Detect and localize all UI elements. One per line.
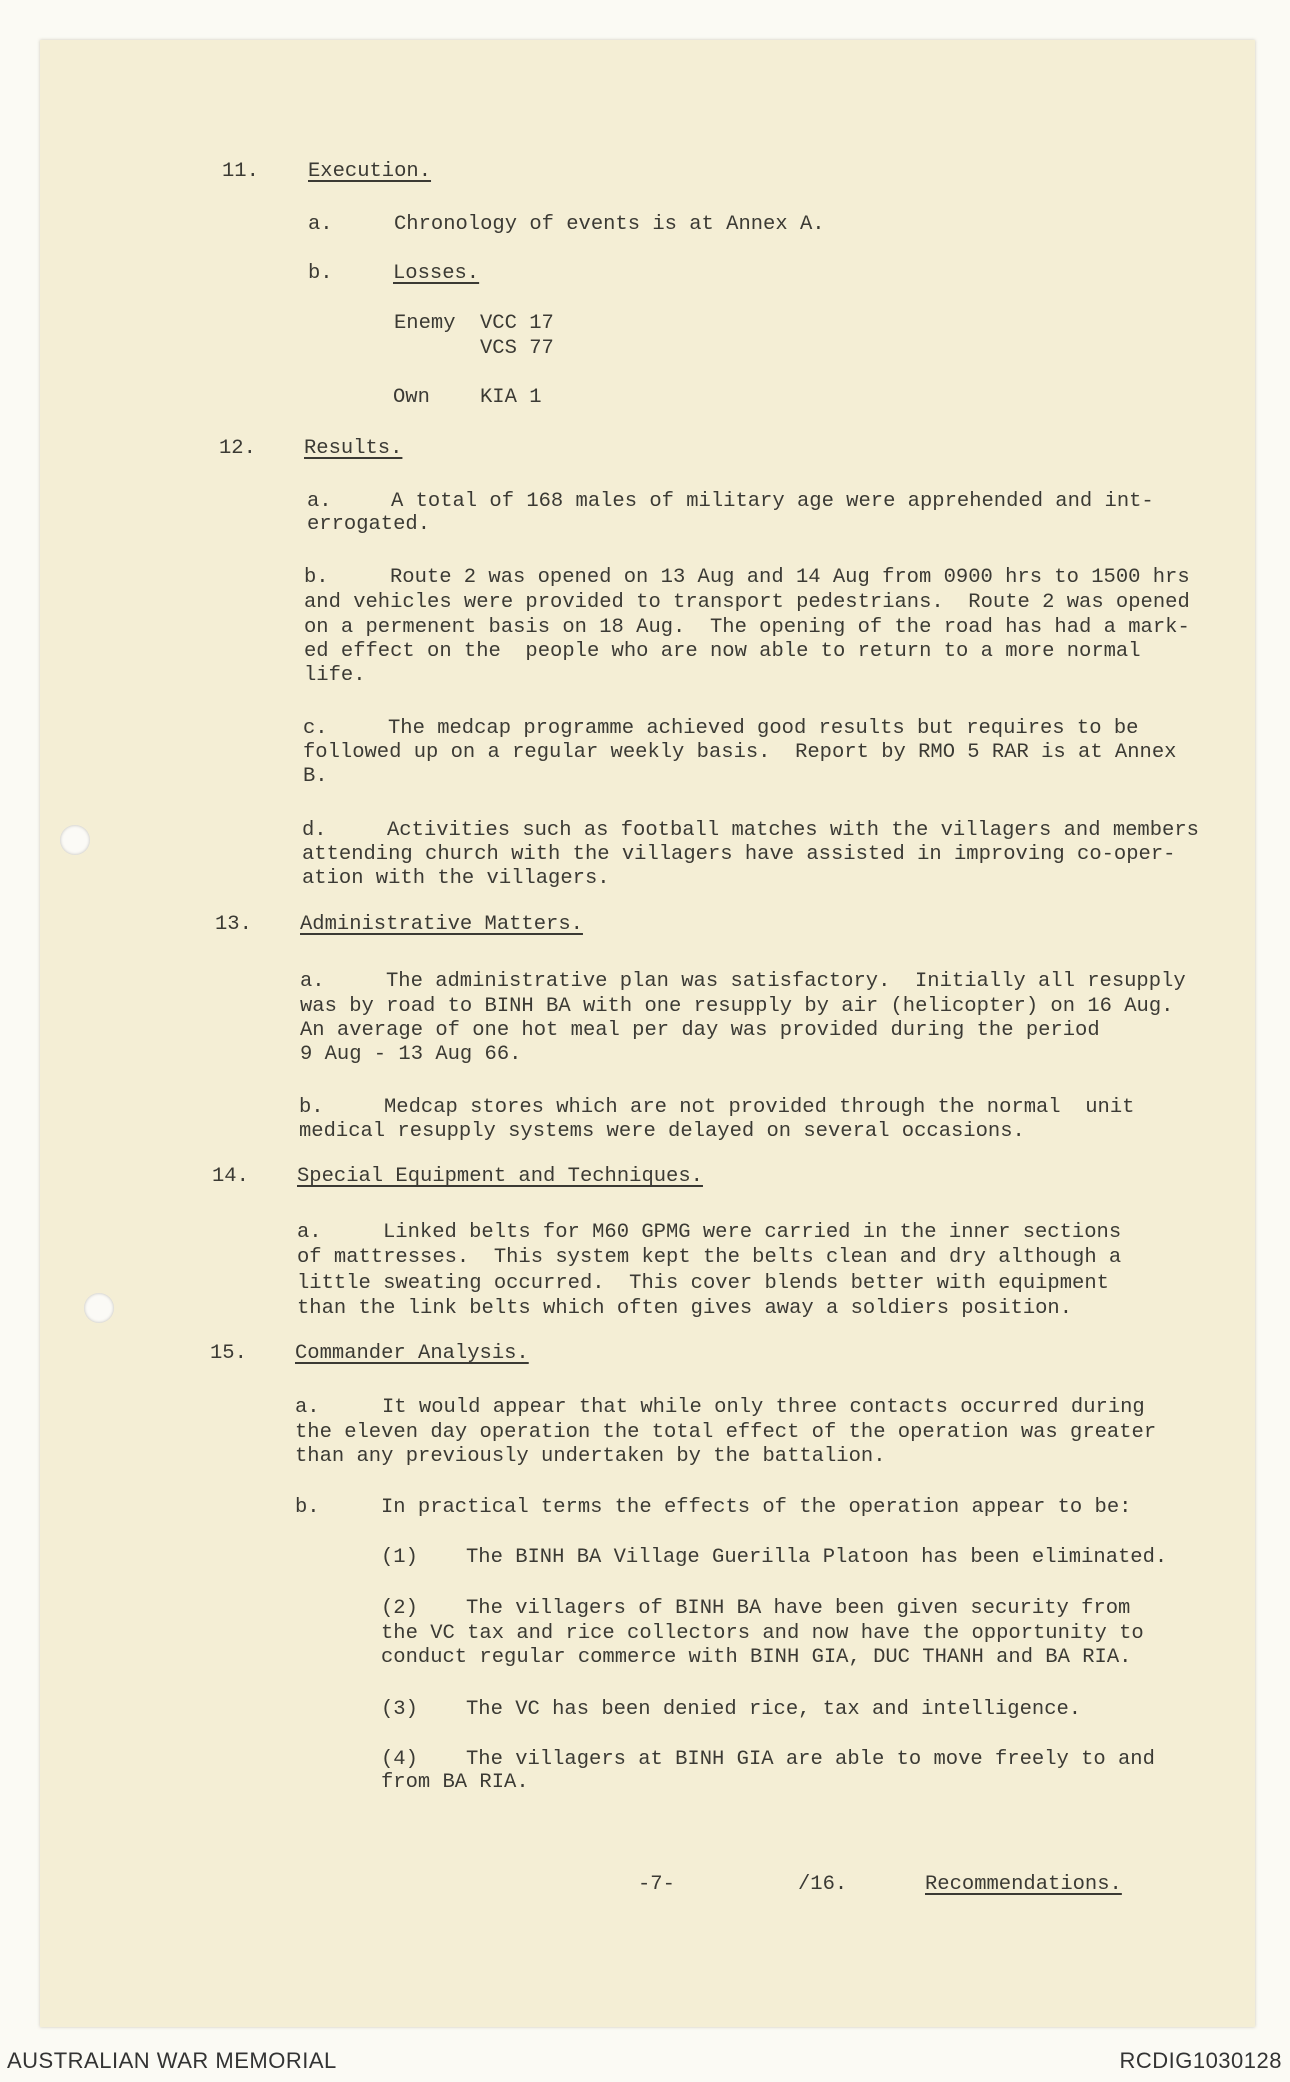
item-line: The BINH BA Village Guerilla Platoon has been eliminated. [466, 1546, 1168, 1569]
para-line: Medcap stores which are not provided through the normal unit [384, 1096, 1135, 1119]
loss-value: KIA 1 [480, 386, 542, 409]
section-number: 12. [219, 437, 256, 460]
next-paragraph-number: /16. [798, 1873, 848, 1896]
para-line: ed effect on the people who are now able to return to a more normal [304, 640, 1141, 663]
loss-label: Enemy [394, 312, 456, 335]
para-line: The administrative plan was satisfactory. Initially all resupply [386, 970, 1186, 993]
para-line: Linked belts for M60 GPMG were carried in the inner sections [383, 1221, 1122, 1244]
para-line: medical resupply systems were delayed on several occasions. [299, 1120, 1025, 1143]
subheading: Losses. [393, 262, 480, 285]
para-label: a. [295, 1396, 320, 1419]
para-line: It would appear that while only three contacts occurred during [382, 1396, 1145, 1419]
para-line: Activities such as football matches with the villagers and members [387, 819, 1199, 842]
section-title: Execution. [308, 160, 432, 183]
section-title: Commander Analysis. [295, 1342, 529, 1365]
para-line: little sweating occurred. This cover blends better with equipment [297, 1272, 1109, 1295]
item-line: conduct regular commerce with BINH GIA, DUC THANH and BA RIA. [381, 1646, 1132, 1669]
item-line: The VC has been denied rice, tax and intelligence. [466, 1698, 1082, 1721]
archive-caption: AUSTRALIAN WAR MEMORIAL [7, 2048, 337, 2073]
loss-value: VCS 77 [480, 337, 554, 360]
para-line: Route 2 was opened on 13 Aug and 14 Aug from 0900 hrs to 1500 hrs [390, 566, 1190, 589]
section-title: Special Equipment and Techniques. [297, 1165, 703, 1188]
section-title: Results. [304, 437, 403, 460]
para-label: a. [308, 213, 333, 236]
para-line: followed up on a regular weekly basis. Report by RMO 5 RAR is at Annex [303, 741, 1177, 764]
item-line: the VC tax and rice collectors and now have the opportunity to [381, 1622, 1144, 1645]
para-text: Chronology of events is at Annex A. [394, 213, 825, 236]
para-line: The medcap programme achieved good results but requires to be [388, 717, 1139, 740]
section-number: 15. [210, 1342, 247, 1365]
archive-id: RCDIG1030128 [1119, 2048, 1282, 2073]
section-number: 11. [222, 160, 259, 183]
catchword: Recommendations. [925, 1873, 1122, 1896]
para-label: d. [302, 819, 327, 842]
para-line: errogated. [307, 513, 431, 536]
para-line: 9 Aug - 13 Aug 66. [300, 1043, 522, 1066]
section-number: 14. [212, 1165, 249, 1188]
para-label: b. [295, 1496, 320, 1519]
item-label: (1) [381, 1546, 418, 1569]
para-line: the eleven day operation the total effect of the operation was greater [295, 1421, 1157, 1444]
item-label: (2) [381, 1597, 418, 1620]
item-line: The villagers of BINH BA have been given security from [466, 1597, 1131, 1620]
para-line: on a permenent basis on 18 Aug. The opening of the road has had a mark- [304, 616, 1190, 639]
punch-hole [84, 1293, 114, 1323]
para-line: B. [303, 765, 328, 788]
para-label: b. [304, 566, 329, 589]
para-label: c. [303, 717, 328, 740]
item-line: from BA RIA. [381, 1771, 529, 1794]
para-label: b. [308, 262, 333, 285]
para-label: a. [297, 1221, 322, 1244]
para-line: In practical terms the effects of the operation appear to be: [381, 1496, 1132, 1519]
loss-value: VCC 17 [480, 312, 554, 335]
page-number: -7- [638, 1873, 675, 1896]
para-line: An average of one hot meal per day was provided during the period [300, 1019, 1100, 1042]
para-line: than the link belts which often gives away a soldiers position. [297, 1297, 1073, 1320]
para-label: a. [300, 970, 325, 993]
para-line: life. [304, 664, 366, 687]
para-label: b. [299, 1096, 324, 1119]
loss-label: Own [393, 386, 430, 409]
para-line: than any previously undertaken by the battalion. [295, 1445, 886, 1468]
section-number: 13. [215, 913, 252, 936]
para-label: a. [307, 490, 332, 513]
para-line: and vehicles were provided to transport pedestrians. Route 2 was opened [304, 591, 1190, 614]
para-line: A total of 168 males of military age were apprehended and int- [391, 490, 1154, 513]
punch-hole [60, 825, 90, 855]
item-line: The villagers at BINH GIA are able to move freely to and [466, 1748, 1155, 1771]
para-line: was by road to BINH BA with one resupply by air (helicopter) on 16 Aug. [300, 995, 1174, 1018]
para-line: attending church with the villagers have assisted in improving co-oper- [302, 843, 1176, 866]
item-label: (3) [381, 1698, 418, 1721]
para-line: of mattresses. This system kept the belts clean and dry although a [297, 1246, 1122, 1269]
section-title: Administrative Matters. [300, 913, 583, 936]
para-line: ation with the villagers. [302, 867, 610, 890]
item-label: (4) [381, 1748, 418, 1771]
